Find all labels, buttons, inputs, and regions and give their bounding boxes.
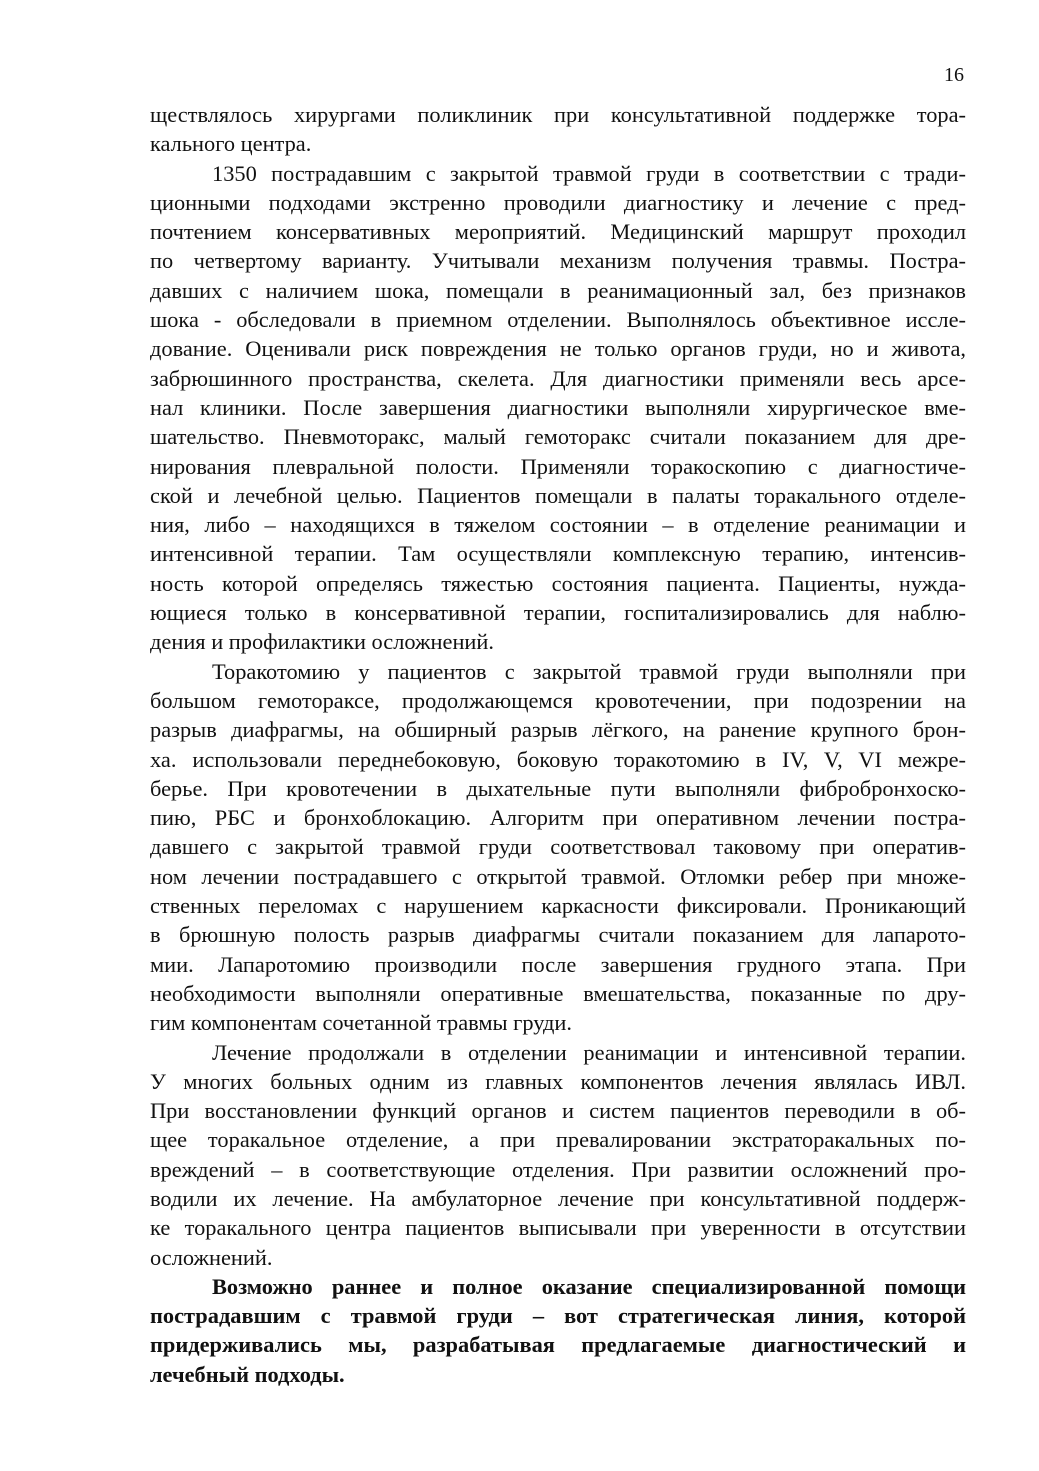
text-line: шательство. Пневмоторакс, малый гемоторакс считали показанием для дре- [150,424,966,450]
text-line: Лечение продолжали в отделении реанимации и интенсивной терапии. [212,1039,966,1065]
text-line: ществлялось хирургами поликлиник при консультативной поддержке тора- [150,102,966,127]
text-line: берье. При кровотечении в дыхательные пути выполняли фибробронхоско- [150,775,966,801]
text-line: водили их лечение. На амбулаторное лечение при консультативной поддерж- [150,1185,966,1211]
text-line: придерживались мы, разрабатывая предлагаемые диагностический и [150,1332,966,1358]
text-line: Возможно раннее и полное оказание специализированной помощи [212,1273,966,1299]
paragraph [150,1038,966,1272]
paragraph [150,159,966,657]
text-line: ской и лечебной целью. Пациентов помещали в палаты торакального отделе- [150,482,966,508]
text-line: давших с наличием шока, помещали в реанимационный зал, без признаков [150,277,966,303]
text-line: нирования плевральной полости. Применяли торакоскопию с диагностиче- [150,453,966,479]
text-line: в брюшную полость разрыв диафрагмы считали показанием для лапарото- [150,922,966,948]
paragraph [150,657,966,1038]
text-line: интенсивной терапии. Там осуществляли комплексную терапию, интенсив- [150,541,966,567]
text-line: ха. использовали переднебоковую, боковую торакотомию в IV, V, VI межре- [150,746,966,772]
text-line: давшего с закрытой травмой груди соответствовал таковому при оператив- [150,834,966,860]
text-line: вреждений – в соответствующие отделения. При развитии осложнений про- [150,1156,966,1182]
text-line: дование. Оценивали риск повреждения не только органов груди, но и живота, [150,336,966,362]
text-line: ность которой определясь тяжестью состояния пациента. Пациенты, нужда- [150,570,966,596]
body-text [150,100,966,1389]
text-line: ющиеся только в консервативной терапии, госпитализировались для наблю- [150,600,966,626]
text-line: ке торакального центра пациентов выписывали при уверенности в отсутствии [150,1215,966,1241]
text-line: шока - обследовали в приемном отделении. Выполнялось объективное иссле- [150,307,966,333]
text-line: щее торакальное отделение, а при превалировании экстраторакальных по- [150,1127,966,1153]
page-number: 16 [944,64,964,86]
text-line: При восстановлении функций органов и систем пациентов переводили в об- [150,1098,966,1124]
paragraph [150,100,966,159]
text-line: почтением консервативных мероприятий. Медицинский маршрут проходил [150,219,966,245]
text-line: пострадавшим с травмой груди – вот стратегическая линия, которой [150,1303,966,1329]
text-line: ном лечении пострадавшего с открытой травмой. Отломки ребер при множе- [150,863,966,889]
text-line: разрыв диафрагмы, на обширный разрыв лёгкого, на ранение крупного брон- [150,717,966,743]
text-line: мии. Лапаротомию производили после завершения грудного этапа. При [150,951,966,977]
text-line: по четвертому варианту. Учитывали механизм получения травмы. Постра- [150,248,966,274]
text-line: гим компонентам сочетанной травмы груди. [150,1010,572,1036]
text-line: большом гемотораксе, продолжающемся кровотечении, при подозрении на [150,687,966,713]
text-line: лечебный подходы. [150,1361,345,1387]
text-line: необходимости выполняли оперативные вмешательства, показанные по дру- [150,980,966,1006]
conclusion-paragraph [150,1272,966,1389]
text-line: ния, либо – находящихся в тяжелом состоянии – в отделение реанимации и [150,512,966,538]
text-line: нал клиники. После завершения диагностики выполняли хирургическое вме- [150,394,966,420]
text-line: У многих больных одним из главных компонентов лечения являлась ИВЛ. [150,1068,966,1094]
text-line: кального центра. [150,131,312,157]
text-line: 1350 пострадавшим с закрытой травмой груди в соответствии с тради- [212,160,966,186]
text-line: забрюшинного пространства, скелета. Для диагностики применяли весь арсе- [150,365,966,391]
text-line: пию, РБС и бронхоблокацию. Алгоритм при оперативном лечении постра- [150,805,966,831]
text-line: ционными подходами экстренно проводили диагностику и лечение с пред- [150,189,966,215]
text-line: дения и профилактики осложнений. [150,629,494,655]
text-line: ственных переломах с нарушением каркасности фиксировали. Проникающий [150,893,966,919]
text-line: осложнений. [150,1244,273,1270]
text-line: Торакотомию у пациентов с закрытой травмой груди выполняли при [212,658,966,684]
